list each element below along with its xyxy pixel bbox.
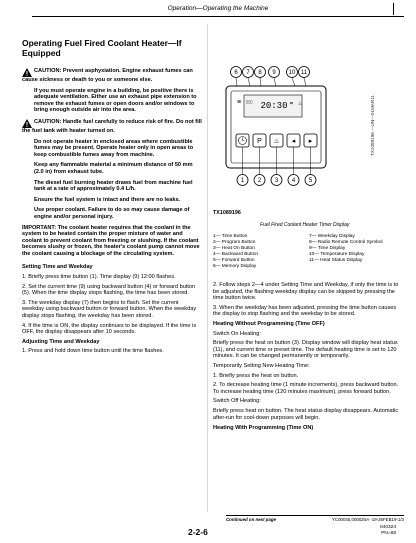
step-item: 3. When the weekday has been adjusted, pressing the time button causes the display to stop flashing and the weekday to be stored.	[213, 304, 397, 318]
legend-item: 7— Weekday Display	[309, 234, 355, 239]
switch-off-text: Briefly press heat on button. The heat status display disappears. Automatic after-run for cool-down purposes will begin.	[213, 407, 399, 421]
callout-2: 2	[257, 178, 262, 185]
legend-item: 4— Backward Button	[213, 252, 259, 257]
timer-display-figure	[222, 62, 350, 210]
time-display: 20:30	[260, 101, 288, 111]
caution-para: Use proper coolant. Failure to do so may cause damage of engine and/or personal injury.	[34, 207, 190, 220]
callout-7: 7	[246, 70, 250, 77]
heat-status-icon: ♨	[298, 101, 303, 107]
temporary-label: Temporarily Setting New Heating Time:	[213, 362, 310, 369]
heating-program-heading: Heating With Programming (Time ON)	[213, 425, 314, 432]
continued-bar	[226, 515, 404, 523]
step-list	[22, 274, 202, 336]
caution-para: The diesel fuel burning heater draws fuel from machine fuel tank at a rate of approximately 0.4 L/h.	[34, 179, 193, 193]
memory-display-icon: ≡	[237, 99, 242, 106]
backward-icon: ◂	[291, 138, 296, 145]
legend-item: 6— Memory Display	[213, 264, 257, 269]
legend-item: 3— Heat On Button	[213, 246, 255, 251]
callout-9: 9	[272, 70, 276, 77]
step-item: 2. Follow steps 2—4 under Setting Time and Weekday, if only the time is to be adjusted, the flashing weekday display can be skipped by pressing the time button twice.	[213, 282, 399, 302]
weekday-display: ▯▯▯	[246, 99, 253, 104]
step-item: 4. If the time is ON, the display continues to be displayed. If the time is OFF, the display disappears after 10 seconds.	[22, 322, 197, 336]
switch-off-label: Switch Off Heating:	[213, 398, 261, 405]
section-title: Operating Fuel Fired Coolant Heater—If Equipped	[22, 38, 182, 58]
callout-8: 8	[258, 70, 262, 77]
header-tab	[393, 3, 398, 15]
page-number: 2-2-6	[188, 527, 208, 537]
column-divider	[207, 24, 208, 512]
callout-1: 1	[240, 178, 245, 185]
legend-item: 9— Time Display	[309, 246, 346, 251]
legend-item: 1— Time Button	[213, 234, 248, 239]
caution-text-1: CAUTION: Prevent asphyxiation. Engine exhaust fumes can cause sickness or death to you or someone else.	[22, 68, 193, 83]
step-item: 1. Briefly press time button (1). Time display (9) 12:00 flashes.	[22, 274, 176, 281]
forward-icon: ▸	[308, 138, 313, 145]
right-column	[213, 282, 403, 432]
important-note: IMPORTANT: The coolant heater requires that the coolant in the system to be heated contain the proper mixture of water and coolant to prevent coolant from freezing or slushing. If the coolant becomes slushy or frozen, the heater's coolant pump cannot move the coolant causing a blockage of the circulating system.	[22, 224, 200, 257]
pn-value: PN=68	[381, 531, 397, 536]
caution-para: Keep any flammable material a minimum distance of 50 mm (2.0 in) from exhaust tube.	[34, 162, 193, 175]
doc-code: YC00045,0000Z6A -19-26FEB19-1/3	[331, 517, 404, 522]
warning-triangle-icon	[22, 119, 32, 128]
heat-icon: ♨	[273, 138, 280, 145]
legend-item: 10— Temperature Display	[309, 252, 365, 257]
left-column	[22, 68, 202, 355]
legend-item: 8— Radio Remote Control Symbol	[309, 240, 383, 245]
caution-para: Do not operate heater in enclosed areas where combustible fumes may be present. Operate heater only in open areas to keep combustible fumes away from machine.	[34, 138, 194, 158]
caution-block-1	[22, 68, 202, 84]
button-row	[236, 134, 317, 147]
step-item: 2. Set the current time (9) using backward button (4) or forward button (5). When the time display stops flashing, the time has been stored.	[22, 283, 196, 297]
callout-3: 3	[274, 178, 279, 185]
figure-side-code: TX1089196 —UN—01MAR11	[370, 95, 375, 156]
step-item: 3. The weekday display (7) then begins to flash. Set the current weekday using backward button or forward button. When the weekday display stops flashing, the weekday has been stored.	[22, 299, 197, 320]
legend-item: 2— Program Button	[213, 240, 256, 245]
heating-heading: Heating Without Programming (Time OFF)	[213, 320, 325, 327]
switch-on-text: Briefly press the heat on button (3). Display window will display heat status (11), and current time or preset time. The default heating time is set to 120 minutes. It can be changed permanently or temporarily.	[213, 340, 398, 360]
callout-11: 11	[300, 70, 308, 77]
callout-6: 6	[234, 70, 238, 77]
legend-item: 5— Forward Button	[213, 258, 255, 263]
setting-time-heading: Setting Time and Weekday	[22, 264, 93, 271]
caution-text-2: CAUTION: Handle fuel carefully to reduce risk of fire. Do not fill the fuel tank with heater turned on.	[22, 118, 202, 134]
legend-left	[213, 234, 305, 270]
step-item: 1. Press and hold down time button until the time flashes.	[22, 348, 164, 355]
adjusting-heading: Adjusting Time and Weekday	[22, 338, 100, 345]
legend-right	[309, 234, 403, 264]
pn-block	[380, 525, 396, 537]
caution-para: Ensure the fuel system is intact and there are no leaks.	[34, 196, 181, 203]
figure-id: TX1089196	[213, 210, 241, 216]
caution-block-2	[22, 119, 202, 135]
callout-5: 5	[308, 178, 313, 185]
continued-label: Continued on next page	[226, 517, 277, 522]
temperature-display-icon: ⌗	[290, 101, 293, 107]
callout-4: 4	[291, 178, 296, 185]
pn-top: 040324	[380, 525, 397, 530]
figure-caption: Fuel Fired Coolant Heater Timer Display	[260, 222, 350, 228]
page-header: Operation—Operating the Machine	[32, 2, 404, 17]
switch-on-label: Switch On Heating:	[213, 330, 261, 337]
warning-triangle-icon	[22, 68, 32, 77]
step-item: 2. To decrease heating time (1 minute increments), press backward button. To increase heating time (120 minutes maximum), press forward button.	[213, 382, 399, 395]
caution-para: If you must operate engine in a building, be positive there is adequate ventilation. Either use an exhaust pipe extension to remove the exhaust fumes or open doors and/or windows to bring enough outside air into the area.	[34, 87, 197, 114]
step-item: 1. Briefly press the heat on button.	[213, 372, 299, 379]
legend-item: 11— Heat Status Display	[309, 258, 363, 263]
program-icon: P	[257, 138, 262, 145]
callout-10: 10	[288, 70, 296, 77]
